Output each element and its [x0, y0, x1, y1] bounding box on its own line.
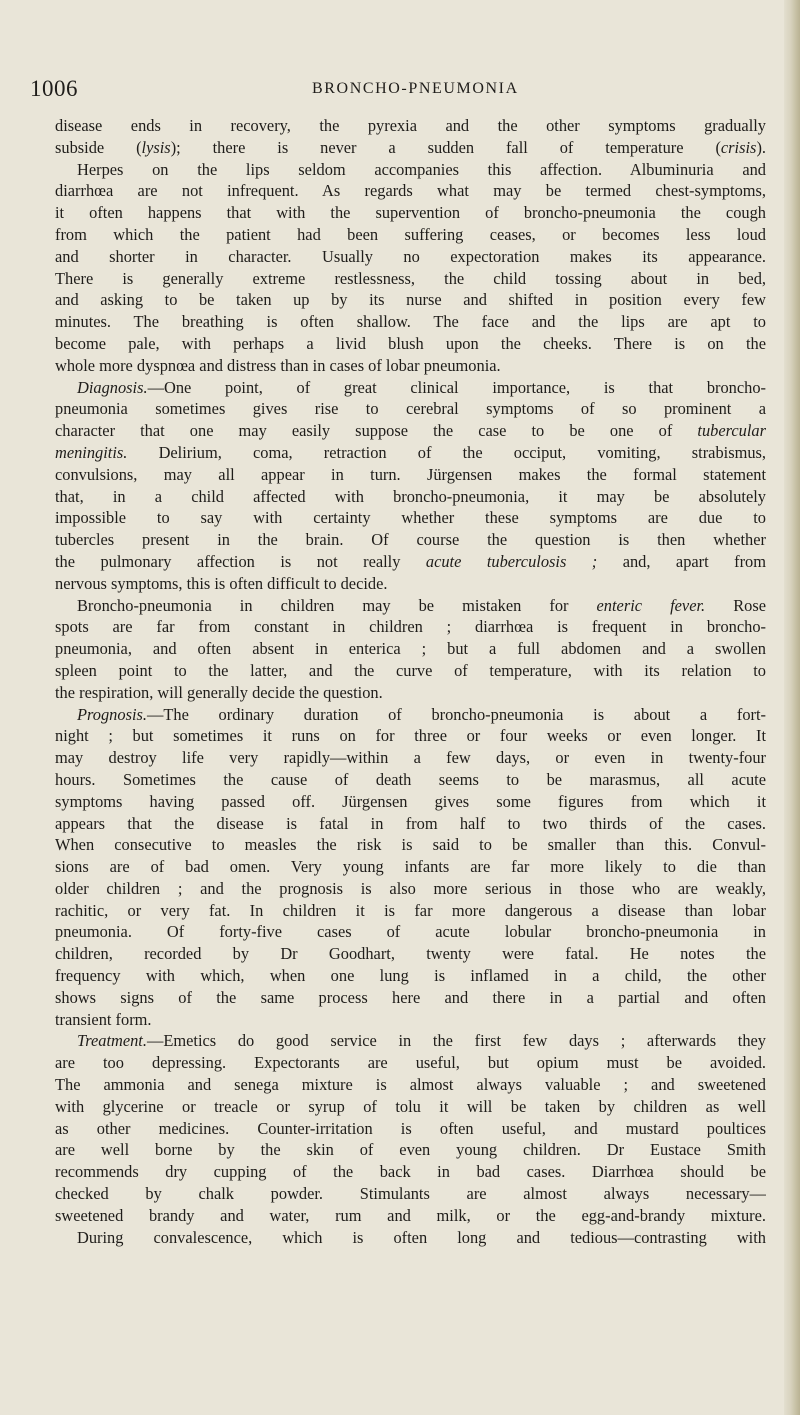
text-segment: tubercles present in the brain. Of course the question is then whether	[55, 530, 766, 550]
text-line	[55, 137, 766, 159]
text-line	[55, 769, 766, 791]
text-line	[55, 529, 766, 551]
page-edge-shadow	[784, 0, 800, 1415]
text-segment: convulsions, may all appear in turn. Jürgensen makes the formal statement	[55, 464, 766, 484]
text-line	[55, 333, 766, 355]
text-segment: The ammonia and senega mixture is almost always valuable ; and sweetened	[55, 1075, 766, 1095]
running-head: BRONCHO-PNEUMONIA	[312, 80, 519, 97]
text-line	[55, 180, 766, 202]
text-segment: from which the patient had been suffering ceases, or becomes less loud	[55, 224, 766, 244]
text-segment: Delirium, coma, retraction of the occiput, vomiting, strabismus,	[127, 442, 766, 462]
text-segment: sweetened brandy and water, rum and milk, or the egg-and-brandy mixture.	[55, 1205, 766, 1225]
italic-text: enteric fever.	[596, 595, 706, 615]
text-segment: recommends dry cupping of the back in bad cases. Diarrhœa should be	[55, 1162, 766, 1182]
text-line	[55, 660, 766, 682]
text-segment: nervous symptoms, this is often difficult to decide.	[55, 573, 388, 593]
text-line	[55, 355, 766, 377]
text-segment: older children ; and the prognosis is also more serious in those who are weakly,	[55, 878, 766, 898]
text-line	[55, 987, 766, 1009]
text-line	[55, 398, 766, 420]
text-line	[55, 202, 766, 224]
text-line	[55, 289, 766, 311]
italic-text: meningitis.	[55, 442, 128, 462]
text-line	[55, 1227, 766, 1249]
text-segment: character that one may easily suppose the case to be one of	[55, 421, 698, 441]
text-segment: and asking to be taken up by its nurse and shifted in position every few	[55, 290, 766, 310]
text-line	[55, 1139, 766, 1161]
text-line	[55, 1009, 766, 1031]
text-segment: —One point, of great clinical importance, is that broncho-	[147, 377, 766, 397]
text-line	[55, 268, 766, 290]
text-line	[55, 573, 766, 595]
text-segment: checked by chalk powder. Stimulants are almost always necessary—	[55, 1184, 766, 1204]
text-line	[55, 791, 766, 813]
text-segment: symptoms having passed off. Jürgensen gives some figures from which it	[55, 791, 766, 811]
text-line	[55, 551, 766, 573]
text-segment: impossible to say with certainty whether these symptoms are due to	[55, 508, 766, 528]
italic-text: Prognosis.	[77, 704, 147, 724]
text-segment: sions are of bad omen. Very young infants are far more likely to die than	[55, 857, 766, 877]
text-line	[55, 943, 766, 965]
body-text	[55, 115, 766, 1248]
text-segment: pneumonia. Of forty-five cases of acute lobular broncho-pneumonia in	[55, 922, 766, 942]
text-segment: are well borne by the skin of even young children. Dr Eustace Smith	[55, 1140, 766, 1160]
text-line	[55, 311, 766, 333]
text-segment: spleen point to the latter, and the curve of temperature, with its relation to	[55, 660, 766, 680]
text-segment: —The ordinary duration of broncho-pneumonia is about a fort-	[146, 704, 766, 724]
text-line	[55, 464, 766, 486]
text-segment: Rose	[705, 595, 766, 615]
text-line	[55, 507, 766, 529]
text-segment: minutes. The breathing is often shallow. The face and the lips are apt to	[55, 312, 766, 332]
text-line	[55, 377, 766, 399]
text-segment: it often happens that with the supervention of broncho-pneumonia the cough	[55, 203, 766, 223]
text-line	[55, 1161, 766, 1183]
text-segment: subside (	[55, 137, 142, 157]
text-line	[55, 1074, 766, 1096]
text-segment: Herpes on the lips seldom accompanies this affection. Albuminuria and	[77, 159, 766, 179]
text-segment: shows signs of the same process here and there in a partial and often	[55, 987, 766, 1007]
italic-text: crisis	[720, 137, 757, 157]
text-line	[55, 442, 766, 464]
text-line	[55, 1205, 766, 1227]
text-segment: ); there is never a sudden fall of temperature (	[170, 137, 721, 157]
text-line	[55, 486, 766, 508]
text-segment: diarrhœa are not infrequent. As regards what may be termed chest-symptoms,	[55, 181, 766, 201]
text-line	[55, 115, 766, 137]
text-segment: children, recorded by Dr Goodhart, twenty were fatal. He notes the	[55, 944, 766, 964]
text-line	[55, 900, 766, 922]
text-line	[55, 224, 766, 246]
text-segment: Broncho-pneumonia in children may be mistaken for	[77, 595, 597, 615]
text-segment: become pale, with perhaps a livid blush upon the cheeks. There is on the	[55, 333, 766, 353]
text-segment: There is generally extreme restlessness, the child tossing about in bed,	[55, 268, 766, 288]
text-line	[55, 1096, 766, 1118]
text-segment: appears that the disease is fatal in from half to two thirds of the cases.	[55, 813, 766, 833]
italic-text: lysis	[141, 137, 171, 157]
text-segment: ).	[756, 137, 766, 157]
text-segment: transient form.	[55, 1009, 152, 1029]
text-segment: and, apart from	[597, 551, 766, 571]
text-segment: with glycerine or treacle or syrup of tolu it will be taken by children as well	[55, 1096, 766, 1116]
text-line	[55, 1118, 766, 1140]
text-line	[55, 878, 766, 900]
text-line	[55, 725, 766, 747]
text-line	[55, 1052, 766, 1074]
text-segment: During convalescence, which is often long and tedious—contrasting with	[77, 1227, 766, 1247]
page-header	[30, 76, 790, 106]
text-segment: that, in a child affected with broncho-pneumonia, it may be absolutely	[55, 486, 766, 506]
text-line	[55, 813, 766, 835]
text-line	[55, 834, 766, 856]
text-segment: are too depressing. Expectorants are useful, but opium must be avoided.	[55, 1053, 766, 1073]
text-line	[55, 747, 766, 769]
text-segment: When consecutive to measles the risk is said to be smaller than this. Convul-	[55, 835, 766, 855]
page-number: 1006	[30, 76, 78, 101]
text-line	[55, 856, 766, 878]
text-segment: pneumonia sometimes gives rise to cerebral symptoms of so prominent a	[55, 399, 766, 419]
text-segment: whole more dyspnœa and distress than in cases of lobar pneumonia.	[55, 355, 501, 375]
text-line	[55, 246, 766, 268]
text-line	[55, 420, 766, 442]
text-segment: disease ends in recovery, the pyrexia and the other symptoms gradually	[55, 116, 766, 135]
text-segment: as other medicines. Counter-irritation is often useful, and mustard poultices	[55, 1118, 766, 1138]
text-line	[55, 616, 766, 638]
text-line	[55, 1030, 766, 1052]
italic-text: acute tuberculosis ;	[425, 551, 598, 571]
text-line	[55, 704, 766, 726]
text-line	[55, 921, 766, 943]
text-line	[55, 595, 766, 617]
italic-text: tubercular	[697, 421, 766, 441]
text-segment: spots are far from constant in children ; diarrhœa is frequent in broncho-	[55, 617, 766, 637]
text-segment: —Emetics do good service in the first few days ; afterwards they	[146, 1031, 766, 1051]
text-line	[55, 965, 766, 987]
text-segment: and shorter in character. Usually no expectoration makes its appearance.	[55, 246, 766, 266]
text-line	[55, 682, 766, 704]
text-line	[55, 638, 766, 660]
italic-text: Diagnosis.	[77, 377, 148, 397]
text-segment: night ; but sometimes it runs on for three or four weeks or even longer. It	[55, 726, 766, 746]
text-segment: the respiration, will generally decide the question.	[55, 682, 383, 702]
text-line	[55, 159, 766, 181]
text-line	[55, 1183, 766, 1205]
text-segment: frequency with which, when one lung is inflamed in a child, the other	[55, 966, 766, 986]
text-segment: pneumonia, and often absent in enterica ; but a full abdomen and a swollen	[55, 639, 766, 659]
text-segment: rachitic, or very fat. In children it is far more dangerous a disease than lobar	[55, 900, 766, 920]
text-segment: may destroy life very rapidly—within a few days, or even in twenty-four	[55, 748, 766, 768]
text-segment: the pulmonary affection is not really	[55, 551, 426, 571]
text-segment: hours. Sometimes the cause of death seems to be marasmus, all acute	[55, 769, 766, 789]
italic-text: Treatment.	[77, 1031, 147, 1051]
